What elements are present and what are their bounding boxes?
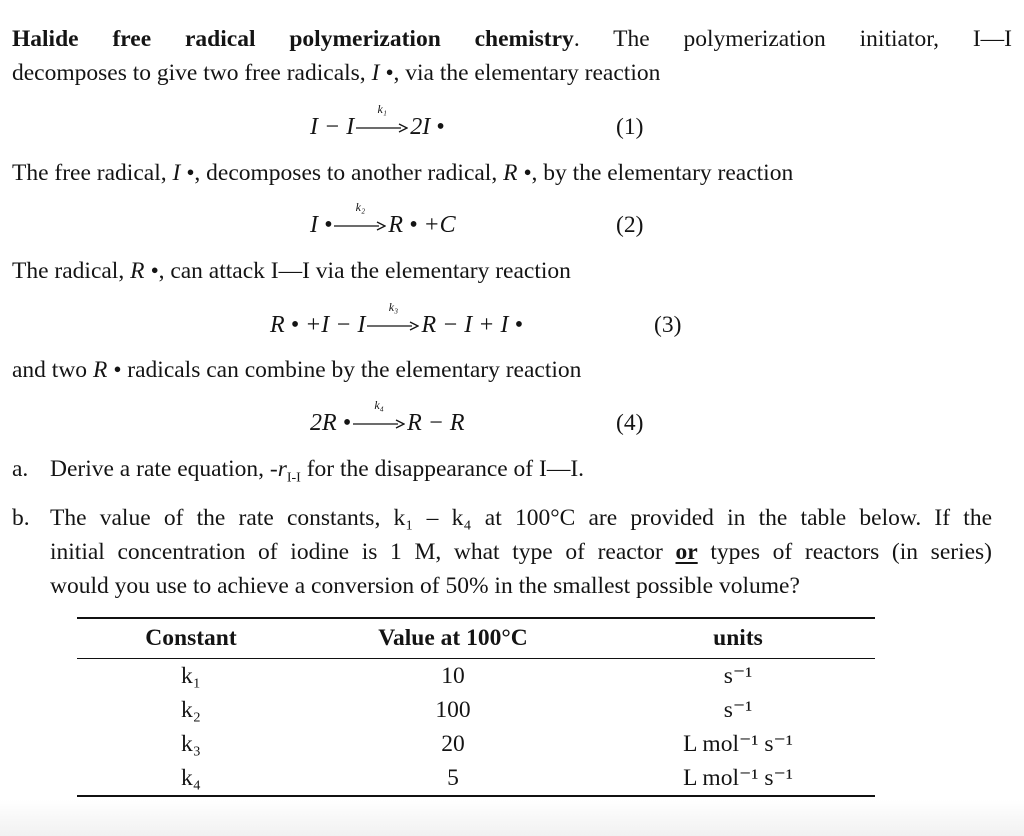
reaction-arrow-icon [334,200,386,236]
eq2-right: R • +C [388,212,456,238]
rate-constants-table [77,617,875,797]
reaction-arrow-icon [356,102,408,138]
rate-subscript: I-I [286,470,301,486]
question-b-line-1: The value of the rate constants, k₁ – k₄ at 100°C are provided in the table below. If the [50,505,992,531]
table-row [77,693,875,727]
eq1-number: (1) [616,114,644,140]
emphasis-or: or [675,539,698,565]
cell-value: 20 [441,731,465,757]
question-a-text-b: for the disappearance of I—I. [300,456,585,482]
question-b-line-2b: types of reactors (in series) [710,539,993,565]
cell-value: 10 [441,663,465,689]
para2-text-c: , by the elementary reaction [531,160,794,186]
eq3-left: R • +I − I [270,312,366,338]
para2-text-a: The free radical, [12,160,167,186]
problem-heading: Halide free radical polymerization chemistry [12,26,574,52]
header-units: units [713,625,763,651]
table-row [77,761,875,796]
question-a-marker: a. [12,456,29,482]
rate-symbol: r [277,456,287,482]
question-a-text-a: Derive a rate equation, - [50,456,278,482]
eq3-rate-constant: k₃ [388,300,399,315]
intro-text: . The polymerization initiator, I—I [573,26,1012,52]
cell-units: s⁻¹ [723,663,753,689]
equation-1 [310,102,445,142]
eq3-number: (3) [654,312,682,338]
header-constant: Constant [145,625,237,651]
intro-text-2b: , via the elementary reaction [393,60,661,86]
radical-r-symbol: R • [130,258,159,284]
eq4-rate-constant: k₄ [374,398,384,413]
eq1-left: I − I [310,114,355,140]
para2-text-b: , decomposes to another radical, [194,160,498,186]
equation-4 [310,398,465,438]
cell-constant: k₁ [181,663,201,689]
radical-r-symbol: R • [503,160,532,186]
question-b-line-2a: initial concentration of iodine is 1 M, what type of reactor [50,539,663,565]
intro-line-1 [12,22,1012,56]
cell-constant: k₂ [181,697,201,723]
question-b-line-2 [50,535,992,569]
question-a-text [50,452,992,496]
cell-value: 100 [435,697,471,723]
table-row [77,659,875,694]
cell-constant: k₃ [181,731,201,757]
intro-line-2 [12,56,1012,90]
table-row [77,727,875,761]
eq3-right: R − I + I • [421,312,523,338]
equation-2 [310,200,456,240]
para4-text-b: radicals can combine by the elementary reaction [127,357,582,383]
question-b-text [50,501,992,603]
eq2-number: (2) [616,212,644,238]
intro-text-2a: decomposes to give two free radicals, [12,60,366,86]
reaction-arrow-icon [353,398,405,434]
table-header-row [77,618,875,659]
cell-units: L mol⁻¹ s⁻¹ [683,731,793,757]
header-value: Value at 100°C [378,625,528,651]
cell-units: L mol⁻¹ s⁻¹ [683,765,793,791]
eq4-number: (4) [616,410,644,436]
para-2 [12,156,1012,190]
para3-text-a: The radical, [12,258,125,284]
eq4-left: 2R • [310,410,352,436]
cell-value: 5 [447,765,459,791]
para4-text-a: and two [12,357,88,383]
cell-units: s⁻¹ [723,697,753,723]
radical-r-symbol: R • [92,357,122,383]
equation-3 [270,300,523,340]
question-b-line-3: would you use to achieve a conversion of 50% in the smallest possible volume? [50,573,800,599]
question-b-marker: b. [12,505,30,531]
para-4 [12,353,1012,387]
radical-i-symbol: I • [371,60,394,86]
reaction-arrow-icon [367,300,419,336]
eq1-rate-constant: k₁ [377,102,387,117]
eq2-rate-constant: k₂ [355,200,366,215]
radical-i-symbol: I • [172,160,195,186]
cell-constant: k₄ [181,765,201,791]
eq1-right: 2I • [410,114,445,140]
para3-text-b: , can attack I—I via the elementary reaction [158,258,571,284]
eq2-left: I • [310,212,333,238]
para-3 [12,254,1012,288]
eq4-right: R − R [407,410,465,436]
